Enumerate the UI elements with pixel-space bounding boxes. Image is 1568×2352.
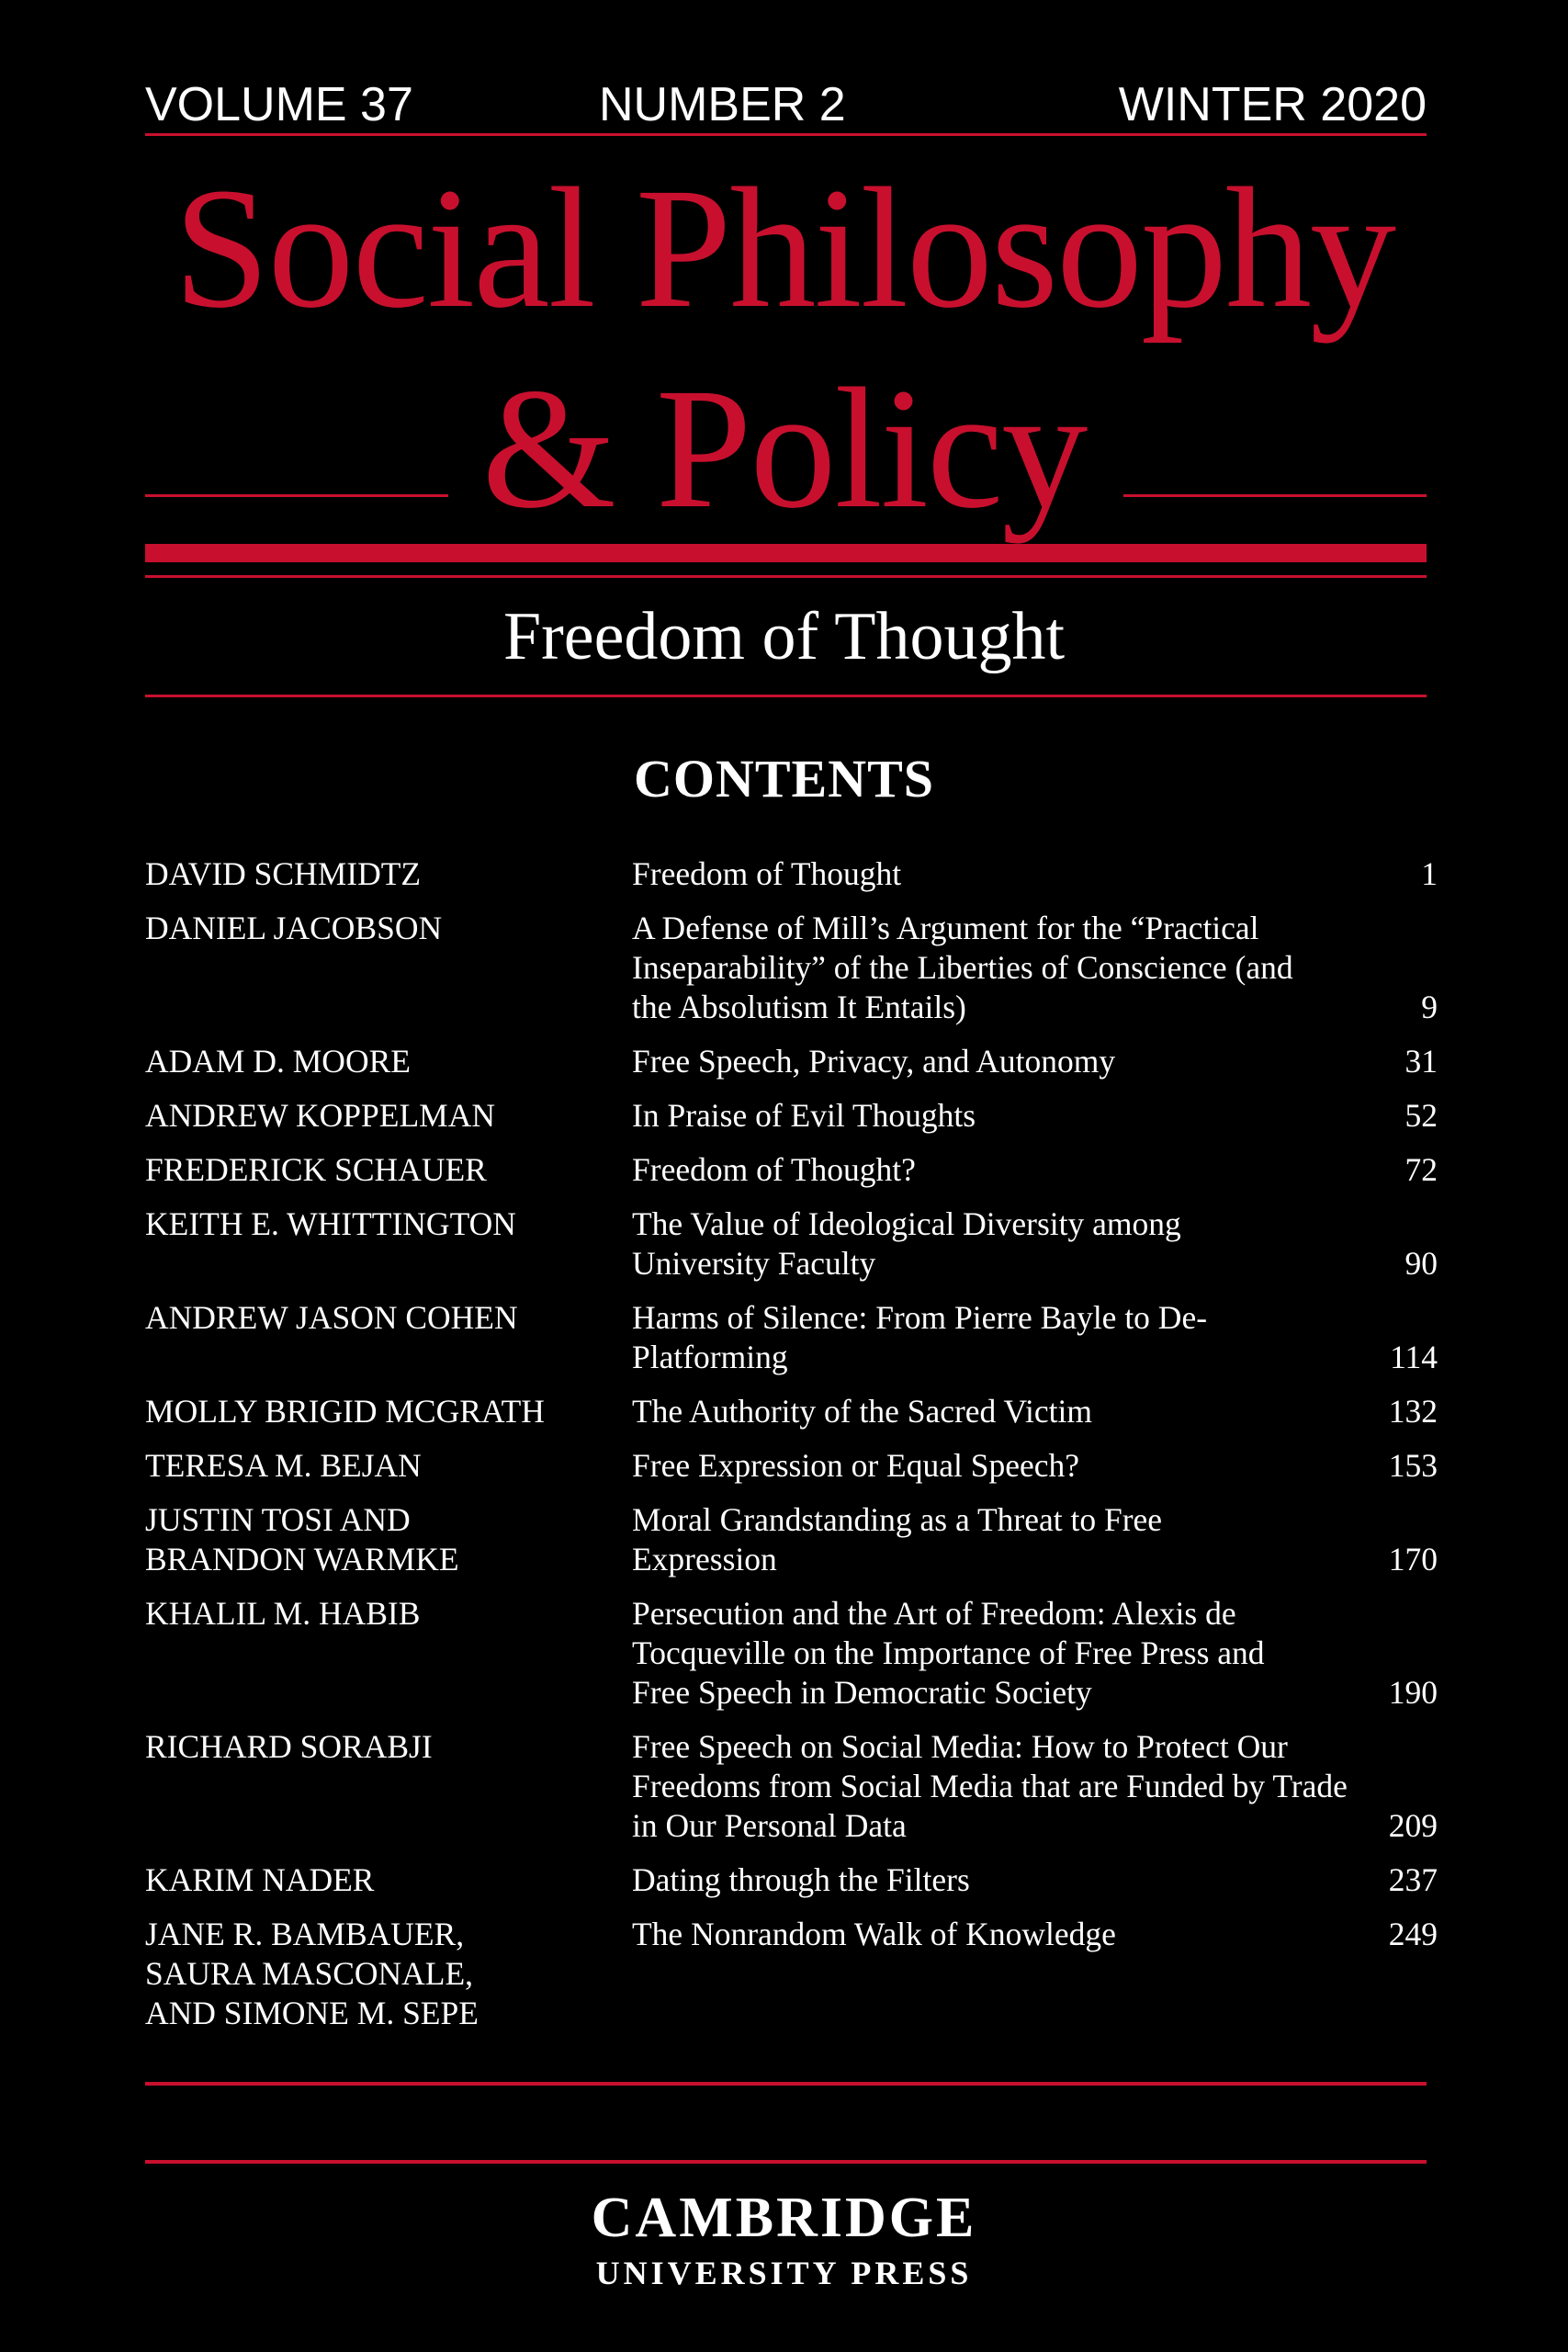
title-rule-left <box>145 494 448 497</box>
toc-entry <box>145 909 1438 1027</box>
toc-author: DAVID SCHMIDTZ <box>145 855 422 892</box>
toc-author: JUSTIN TOSI AND BRANDON WARMKE <box>145 1501 459 1577</box>
toc-title: Free Speech, Privacy, and Autonomy <box>632 1043 1116 1080</box>
toc-page: 72 <box>1404 1151 1438 1188</box>
toc-page: 114 <box>1390 1339 1438 1375</box>
toc-page: 31 <box>1404 1043 1438 1080</box>
toc-title: The Authority of the Sacred Victim <box>632 1393 1093 1430</box>
toc-entry <box>145 854 1438 894</box>
toc-entry <box>145 1298 1438 1377</box>
toc-page: 170 <box>1388 1541 1438 1577</box>
toc-title: Harms of Silence: From Pierre Bayle to De-Platforming <box>632 1299 1208 1375</box>
number-label: NUMBER 2 <box>599 78 846 131</box>
publisher-logo-subtitle: UNIVERSITY PRESS <box>595 2255 973 2291</box>
toc-title: A Defense of Mill’s Argument for the “Practical Inseparability” of the Liberties of Conscience (and the Absolutism It Entails) <box>632 910 1293 1025</box>
toc-title: Moral Grandstanding as a Threat to Free Expression <box>632 1501 1163 1577</box>
toc-entry <box>145 1915 1438 2033</box>
toc-author: RICHARD SORABJI <box>145 1728 433 1765</box>
toc-page: 209 <box>1388 1807 1438 1844</box>
toc-title: In Praise of Evil Thoughts <box>632 1097 976 1134</box>
toc-entry <box>145 1500 1438 1579</box>
toc-author: KEITH E. WHITTINGTON <box>145 1205 516 1242</box>
toc-author: ADAM D. MOORE <box>145 1043 411 1080</box>
theme-rule <box>145 695 1427 697</box>
toc-author: KHALIL M. HABIB <box>145 1595 421 1632</box>
toc-page: 237 <box>1388 1861 1438 1898</box>
thick-divider <box>145 544 1427 562</box>
toc-title: The Value of Ideological Diversity among University Faculty <box>632 1205 1181 1282</box>
issue-theme: Freedom of Thought <box>502 599 1066 674</box>
toc-author: KARIM NADER <box>145 1861 375 1898</box>
toc-entry <box>145 1727 1438 1846</box>
toc-author: ANDREW KOPPELMAN <box>145 1097 495 1134</box>
volume-label: VOLUME 37 <box>145 78 413 131</box>
toc-entry <box>145 1860 1438 1900</box>
toc-author: DANIEL JACOBSON <box>145 910 443 946</box>
title-rule-right <box>1123 494 1427 497</box>
top-rule <box>145 133 1427 136</box>
toc-page: 52 <box>1404 1097 1438 1134</box>
toc-page: 132 <box>1388 1393 1438 1430</box>
thin-divider <box>145 575 1427 578</box>
toc-entry <box>145 1042 1438 1081</box>
toc-title: Freedom of Thought <box>632 855 902 892</box>
toc-entry <box>145 1096 1438 1136</box>
toc-entry <box>145 1150 1438 1190</box>
toc-page: 90 <box>1404 1245 1438 1282</box>
publisher-logo-name: CAMBRIDGE <box>591 2187 977 2249</box>
toc-page: 9 <box>1421 989 1438 1025</box>
toc-title: Dating through the Filters <box>632 1861 970 1898</box>
toc-page: 249 <box>1388 1916 1438 1952</box>
journal-title-line2: & Policy <box>481 352 1087 544</box>
toc-page: 1 <box>1421 855 1438 892</box>
toc-entry <box>145 1594 1438 1713</box>
toc-entry <box>145 1392 1438 1431</box>
toc-entry <box>145 1446 1438 1486</box>
season-label: WINTER 2020 <box>1118 78 1427 131</box>
toc-author: MOLLY BRIGID MCGRATH <box>145 1393 545 1430</box>
masthead <box>145 77 1427 132</box>
bottom-rule-upper <box>145 2082 1427 2086</box>
contents-heading: CONTENTS <box>633 749 935 808</box>
toc-author: ANDREW JASON COHEN <box>145 1299 518 1336</box>
toc-title: Free Expression or Equal Speech? <box>632 1447 1079 1484</box>
toc-title: The Nonrandom Walk of Knowledge <box>632 1916 1116 1952</box>
toc-page: 190 <box>1388 1674 1438 1711</box>
toc-author: TERESA M. BEJAN <box>145 1447 422 1484</box>
bottom-rule-lower <box>145 2160 1427 2164</box>
toc-title: Freedom of Thought? <box>632 1151 916 1188</box>
toc-author: JANE R. BAMBAUER, SAURA MASCONALE, AND SIMONE M. SEPE <box>145 1916 479 2031</box>
toc-page: 153 <box>1388 1447 1438 1484</box>
journal-title-line1: Social Philosophy <box>173 152 1395 344</box>
toc-title: Persecution and the Art of Freedom: Alexis de Tocqueville on the Importance of Free Press and Free Speech in Democratic Society <box>632 1595 1265 1711</box>
toc-entry <box>145 1204 1438 1283</box>
toc-title: Free Speech on Social Media: How to Protect Our Freedoms from Social Media that are Funded by Trade in Our Personal Data <box>632 1728 1348 1844</box>
toc-author: FREDERICK SCHAUER <box>145 1151 487 1188</box>
